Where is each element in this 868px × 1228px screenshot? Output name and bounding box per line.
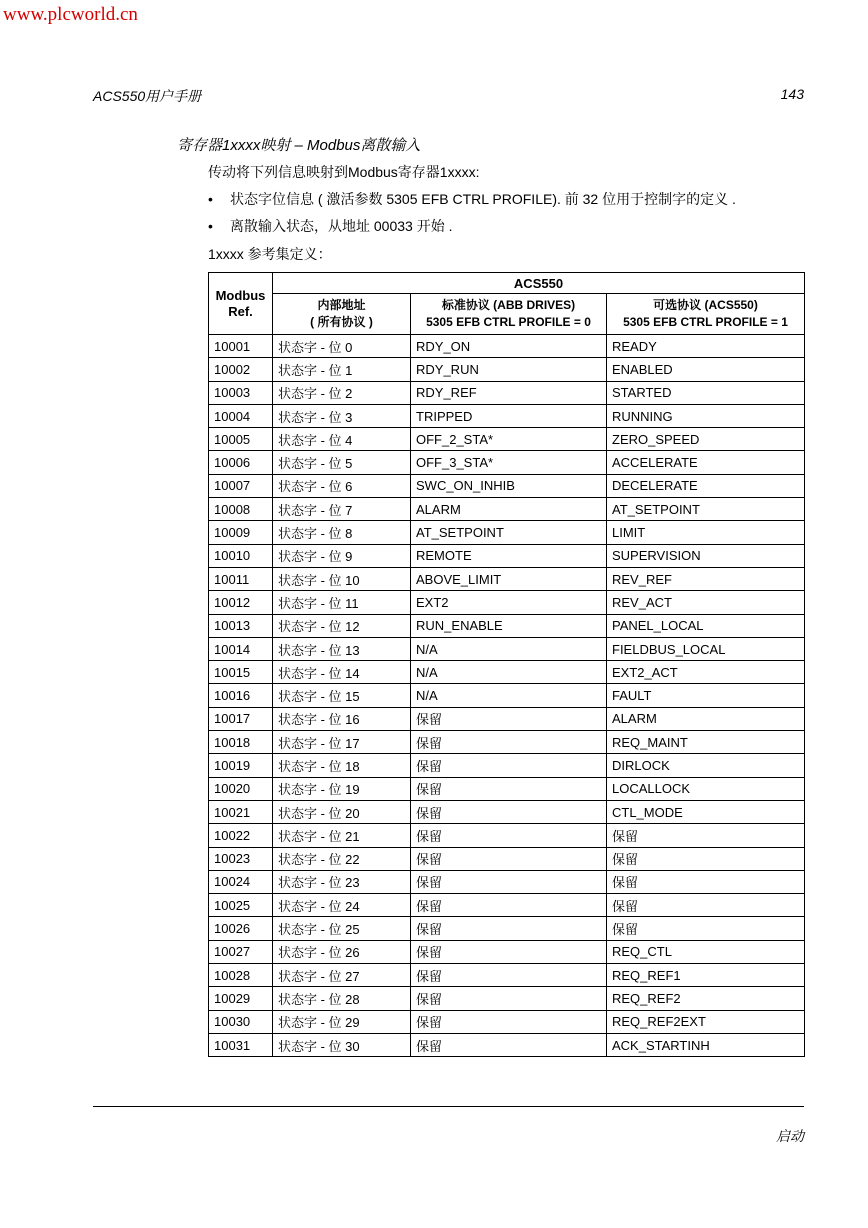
definition-label: 1xxxx 参考集定义： [208,246,332,262]
cell-internal-address: 状态字 - 位 21 [273,824,411,847]
register-map-table [208,272,805,1057]
footer-chapter: 启动 [776,1128,804,1144]
bullet-dot-icon: • [208,191,213,207]
cell-internal-address: 状态字 - 位 29 [273,1010,411,1033]
cell-modbus-ref: 10007 [209,474,273,497]
page-number: 143 [780,86,804,102]
table-row [209,567,805,590]
cell-internal-address: 状态字 - 位 7 [273,498,411,521]
col-header-standard-line1: 标准协议 (ABB DRIVES) [441,298,576,312]
table-row [209,637,805,660]
cell-standard-profile: AT_SETPOINT [411,521,607,544]
cell-internal-address: 状态字 - 位 1 [273,358,411,381]
cell-optional-profile: 保留 [607,847,805,870]
bullet-dot-icon: • [208,218,213,234]
table-row [209,824,805,847]
cell-standard-profile: 保留 [411,1033,607,1056]
table-row [209,847,805,870]
cell-standard-profile: N/A [411,637,607,660]
cell-standard-profile: 保留 [411,824,607,847]
table-row [209,404,805,427]
cell-optional-profile: FIELDBUS_LOCAL [607,637,805,660]
cell-modbus-ref: 10012 [209,591,273,614]
cell-standard-profile: OFF_2_STA* [411,428,607,451]
cell-internal-address: 状态字 - 位 22 [273,847,411,870]
cell-standard-profile: RDY_RUN [411,358,607,381]
manual-title: ACS550用户手册 [93,88,202,104]
cell-internal-address: 状态字 - 位 26 [273,940,411,963]
col-header-standard [411,294,607,335]
cell-internal-address: 状态字 - 位 20 [273,800,411,823]
table-row [209,521,805,544]
cell-internal-address: 状态字 - 位 18 [273,754,411,777]
col-header-optional-line2: 5305 EFB CTRL PROFILE = 1 [623,315,788,329]
bullet-item [208,189,736,209]
cell-internal-address: 状态字 - 位 2 [273,381,411,404]
cell-standard-profile: 保留 [411,964,607,987]
table-row [209,381,805,404]
cell-optional-profile: PANEL_LOCAL [607,614,805,637]
table-row [209,474,805,497]
cell-modbus-ref: 10019 [209,754,273,777]
cell-standard-profile: EXT2 [411,591,607,614]
bullet-text: 状态字位信息 ( 激活参数 5305 EFB CTRL PROFILE). 前 32 位用于控制字的定义 . [230,191,736,207]
cell-standard-profile: OFF_3_STA* [411,451,607,474]
cell-internal-address: 状态字 - 位 17 [273,731,411,754]
cell-modbus-ref: 10011 [209,567,273,590]
cell-modbus-ref: 10015 [209,661,273,684]
cell-optional-profile: RUNNING [607,404,805,427]
cell-standard-profile: 保留 [411,731,607,754]
cell-standard-profile: ABOVE_LIMIT [411,567,607,590]
col-header-internal-line1: 内部地址 [317,298,366,312]
table-row [209,987,805,1010]
cell-optional-profile: ENABLED [607,358,805,381]
cell-internal-address: 状态字 - 位 28 [273,987,411,1010]
cell-internal-address: 状态字 - 位 11 [273,591,411,614]
col-header-standard-line2: 5305 EFB CTRL PROFILE = 0 [426,315,591,329]
cell-optional-profile: DIRLOCK [607,754,805,777]
cell-standard-profile: RDY_ON [411,335,607,358]
cell-optional-profile: DECELERATE [607,474,805,497]
table-row [209,754,805,777]
cell-internal-address: 状态字 - 位 9 [273,544,411,567]
cell-internal-address: 状态字 - 位 13 [273,637,411,660]
table-row [209,358,805,381]
cell-optional-profile: AT_SETPOINT [607,498,805,521]
table-row [209,661,805,684]
cell-modbus-ref: 10027 [209,940,273,963]
cell-standard-profile: 保留 [411,754,607,777]
cell-internal-address: 状态字 - 位 3 [273,404,411,427]
cell-optional-profile: ALARM [607,707,805,730]
table-row [209,870,805,893]
col-header-internal [273,294,411,335]
table-row [209,591,805,614]
table-row [209,707,805,730]
table-row [209,544,805,567]
footer-divider [93,1106,804,1107]
cell-standard-profile: RDY_REF [411,381,607,404]
table-row [209,917,805,940]
col-header-internal-line2: ( 所有协议 ) [310,315,373,329]
table-row [209,940,805,963]
table-row [209,894,805,917]
col-header-optional-line1: 可选协议 (ACS550) [653,298,758,312]
cell-standard-profile: 保留 [411,987,607,1010]
cell-internal-address: 状态字 - 位 15 [273,684,411,707]
cell-internal-address: 状态字 - 位 5 [273,451,411,474]
cell-optional-profile: 保留 [607,824,805,847]
cell-modbus-ref: 10003 [209,381,273,404]
cell-modbus-ref: 10028 [209,964,273,987]
col-group-header: ACS550 [273,273,805,294]
cell-modbus-ref: 10006 [209,451,273,474]
cell-internal-address: 状态字 - 位 24 [273,894,411,917]
cell-modbus-ref: 10013 [209,614,273,637]
table-row [209,451,805,474]
cell-modbus-ref: 10021 [209,800,273,823]
cell-optional-profile: REQ_REF2EXT [607,1010,805,1033]
bullet-text: 离散输入状态，从地址 00033 开始 . [230,218,453,234]
cell-optional-profile: ACCELERATE [607,451,805,474]
table-row [209,1033,805,1056]
cell-modbus-ref: 10010 [209,544,273,567]
table-row [209,1010,805,1033]
cell-modbus-ref: 10025 [209,894,273,917]
cell-optional-profile: LIMIT [607,521,805,544]
table-body [209,335,805,1057]
cell-standard-profile: 保留 [411,940,607,963]
cell-standard-profile: TRIPPED [411,404,607,427]
cell-modbus-ref: 10018 [209,731,273,754]
cell-standard-profile: N/A [411,684,607,707]
table-row [209,428,805,451]
cell-standard-profile: REMOTE [411,544,607,567]
cell-modbus-ref: 10002 [209,358,273,381]
cell-standard-profile: 保留 [411,894,607,917]
cell-modbus-ref: 10005 [209,428,273,451]
cell-optional-profile: REV_REF [607,567,805,590]
cell-internal-address: 状态字 - 位 14 [273,661,411,684]
cell-standard-profile: N/A [411,661,607,684]
cell-standard-profile: SWC_ON_INHIB [411,474,607,497]
cell-optional-profile: 保留 [607,870,805,893]
table-row [209,800,805,823]
cell-internal-address: 状态字 - 位 6 [273,474,411,497]
cell-modbus-ref: 10014 [209,637,273,660]
cell-standard-profile: 保留 [411,847,607,870]
cell-internal-address: 状态字 - 位 27 [273,964,411,987]
cell-standard-profile: 保留 [411,777,607,800]
cell-standard-profile: 保留 [411,1010,607,1033]
cell-optional-profile: SUPERVISION [607,544,805,567]
cell-optional-profile: REQ_CTL [607,940,805,963]
cell-modbus-ref: 10008 [209,498,273,521]
cell-modbus-ref: 10017 [209,707,273,730]
cell-optional-profile: REQ_REF1 [607,964,805,987]
cell-optional-profile: ZERO_SPEED [607,428,805,451]
cell-optional-profile: REQ_MAINT [607,731,805,754]
cell-internal-address: 状态字 - 位 0 [273,335,411,358]
section-title: 寄存器1xxxx映射 – Modbus离散输入 [177,137,421,154]
cell-optional-profile: EXT2_ACT [607,661,805,684]
cell-modbus-ref: 10001 [209,335,273,358]
cell-internal-address: 状态字 - 位 12 [273,614,411,637]
cell-standard-profile: 保留 [411,707,607,730]
cell-optional-profile: 保留 [607,894,805,917]
cell-optional-profile: REV_ACT [607,591,805,614]
cell-optional-profile: REQ_REF2 [607,987,805,1010]
cell-modbus-ref: 10016 [209,684,273,707]
col-header-optional [607,294,805,335]
col-header-modbus-ref-text: Modbus Ref. [215,287,266,319]
cell-modbus-ref: 10023 [209,847,273,870]
cell-modbus-ref: 10030 [209,1010,273,1033]
col-header-modbus-ref [209,273,273,335]
cell-optional-profile: FAULT [607,684,805,707]
table-row [209,731,805,754]
table-row [209,684,805,707]
cell-modbus-ref: 10022 [209,824,273,847]
table-row [209,335,805,358]
cell-optional-profile: CTL_MODE [607,800,805,823]
cell-standard-profile: 保留 [411,870,607,893]
intro-text: 传动将下列信息映射到Modbus寄存器1xxxx: [208,164,480,180]
cell-internal-address: 状态字 - 位 25 [273,917,411,940]
table-row [209,964,805,987]
cell-modbus-ref: 10004 [209,404,273,427]
cell-optional-profile: 保留 [607,917,805,940]
cell-internal-address: 状态字 - 位 8 [273,521,411,544]
cell-modbus-ref: 10031 [209,1033,273,1056]
cell-optional-profile: LOCALLOCK [607,777,805,800]
cell-modbus-ref: 10009 [209,521,273,544]
cell-internal-address: 状态字 - 位 23 [273,870,411,893]
cell-internal-address: 状态字 - 位 16 [273,707,411,730]
cell-standard-profile: 保留 [411,800,607,823]
cell-modbus-ref: 10029 [209,987,273,1010]
cell-modbus-ref: 10024 [209,870,273,893]
table-row [209,498,805,521]
cell-internal-address: 状态字 - 位 4 [273,428,411,451]
table-row [209,777,805,800]
cell-optional-profile: ACK_STARTINH [607,1033,805,1056]
cell-modbus-ref: 10026 [209,917,273,940]
cell-internal-address: 状态字 - 位 19 [273,777,411,800]
cell-optional-profile: STARTED [607,381,805,404]
cell-internal-address: 状态字 - 位 10 [273,567,411,590]
cell-internal-address: 状态字 - 位 30 [273,1033,411,1056]
cell-modbus-ref: 10020 [209,777,273,800]
cell-standard-profile: RUN_ENABLE [411,614,607,637]
bullet-item [208,216,453,236]
cell-optional-profile: READY [607,335,805,358]
watermark-text: www.plcworld.cn [3,4,138,25]
table-row [209,614,805,637]
cell-standard-profile: 保留 [411,917,607,940]
cell-standard-profile: ALARM [411,498,607,521]
